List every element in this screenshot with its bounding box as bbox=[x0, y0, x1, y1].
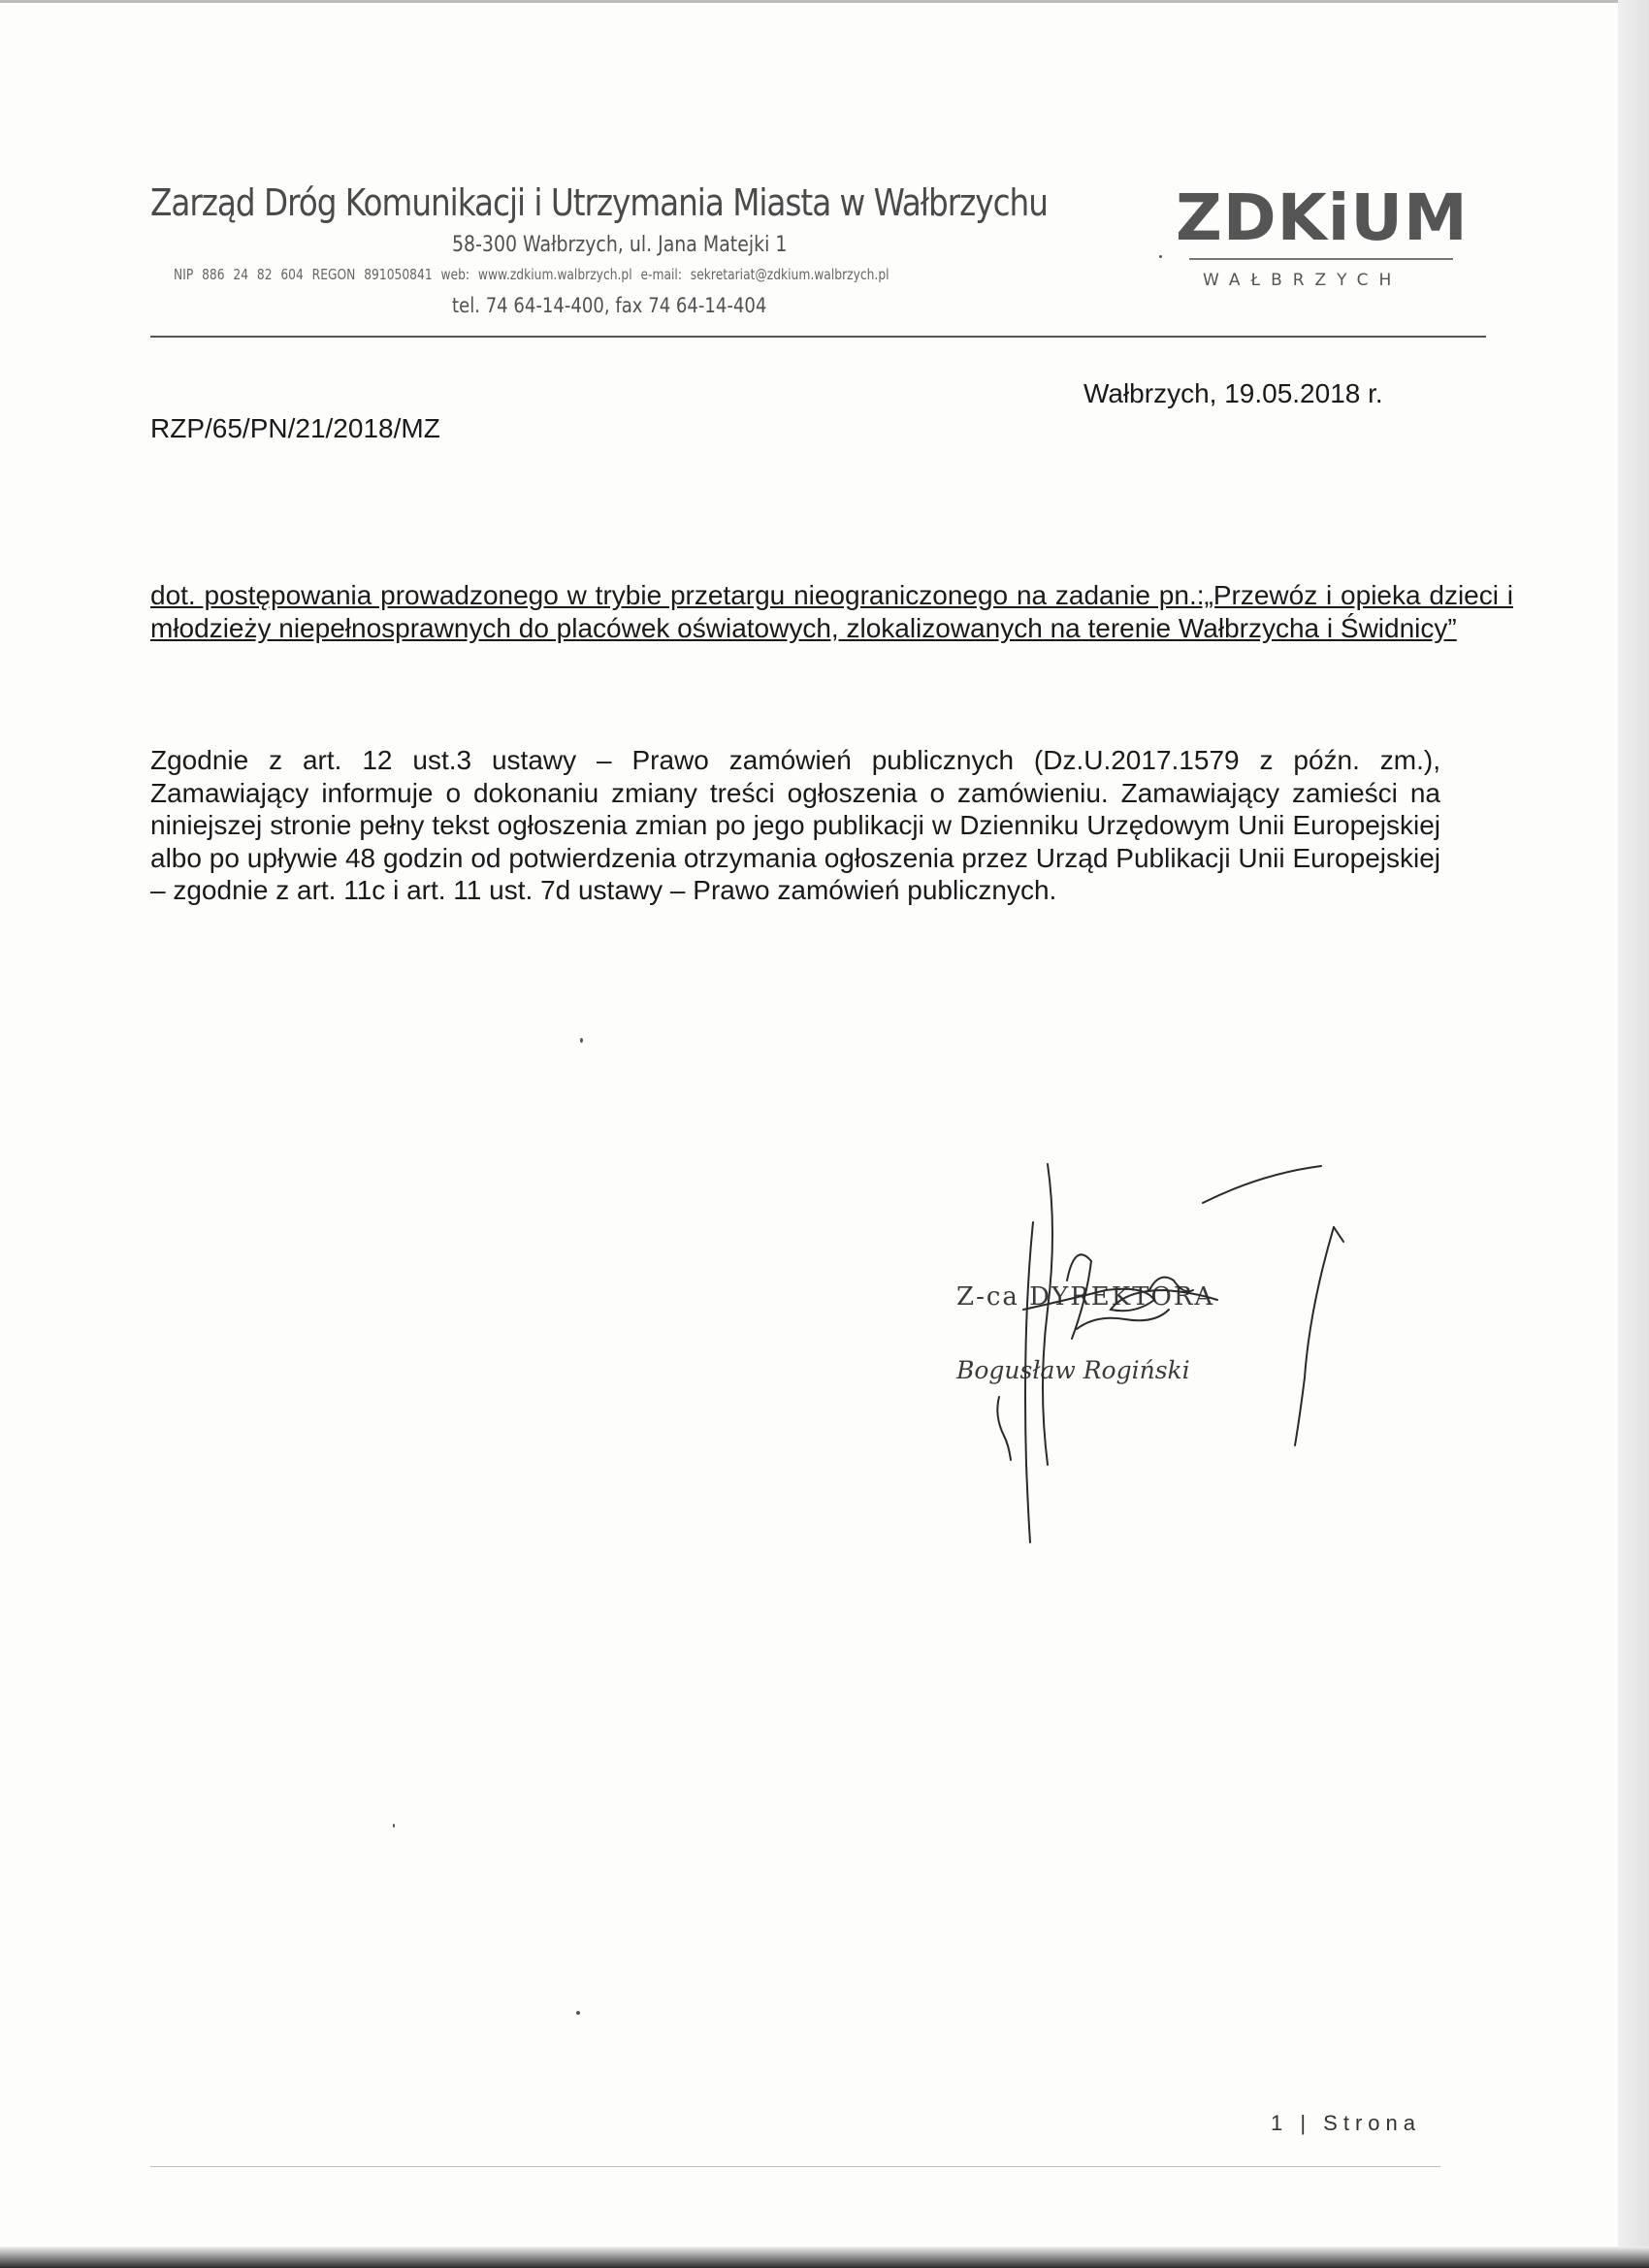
scan-edge-right bbox=[1618, 0, 1649, 2268]
letter-subject: dot. postępowania prowadzonego w trybie przetargu nieograniczonego na zadanie pn.:„Przewóz i opieka dzieci i młodzieży niepełnosprawnych do placówek oświatowych, zlokalizowanych na terenie Wałbrzycha i Świdnicy” bbox=[150, 580, 1513, 643]
handwritten-signature bbox=[902, 1145, 1358, 1552]
logo-city: WAŁBRZYCH bbox=[1203, 271, 1403, 290]
header-divider bbox=[150, 336, 1486, 338]
letter-body: Zgodnie z art. 12 ust.3 ustawy – Prawo zamówień publicznych (Dz.U.2017.1579 z późn. zm.), Zamawiający informuje o dokonaniu zmiany treści ogłoszenia o zamówieniu. Zamawiający zamieści na niniejszej stronie pełny tekst ogłoszenia zmian po jego publikacji w Dzienniku Urzędowym Unii Europejskiej albo po upływie 48 godzin od potwierdzenia otrzymania ogłoszenia przez Urząd Publikacji Unii Europejskiej – zgodnie z art. 11c i art. 11 ust. 7d ustawy – Prawo zamówień publicznych. bbox=[150, 745, 1440, 905]
page-number: 1 | Strona bbox=[1271, 2111, 1421, 2135]
scan-edge-bottom bbox=[0, 2247, 1649, 2268]
scan-speck bbox=[576, 2011, 580, 2015]
scan-speck bbox=[580, 1038, 583, 1043]
scan-speck bbox=[1159, 255, 1162, 258]
logo-wordmark: ZDKiUM bbox=[1176, 180, 1469, 255]
organization-phone-fax: tel. 74 64-14-400, fax 74 64-14-404 bbox=[452, 294, 767, 317]
logo-divider bbox=[1189, 258, 1453, 260]
organization-name: Zarząd Dróg Komunikacji i Utrzymania Miasta w Wałbrzychu bbox=[150, 181, 1048, 224]
scan-speck bbox=[393, 1824, 395, 1828]
stamp-title: Z-ca DYREKTORA bbox=[956, 1282, 1215, 1312]
footer-divider bbox=[150, 2166, 1440, 2167]
reference-number: RZP/65/PN/21/2018/MZ bbox=[150, 413, 440, 443]
stamp-name: Bogusław Rogiński bbox=[956, 1356, 1190, 1384]
organization-ids: NIP 886 24 82 604 REGON 891050841 web: www.zdkium.walbrzych.pl e-mail: sekretariat@zdkium.walbrzych.pl bbox=[174, 266, 889, 283]
scan-edge-top bbox=[0, 0, 1649, 3]
organization-address: 58-300 Wałbrzych, ul. Jana Matejki 1 bbox=[452, 233, 788, 257]
place-date: Wałbrzych, 19.05.2018 r. bbox=[1083, 378, 1383, 408]
